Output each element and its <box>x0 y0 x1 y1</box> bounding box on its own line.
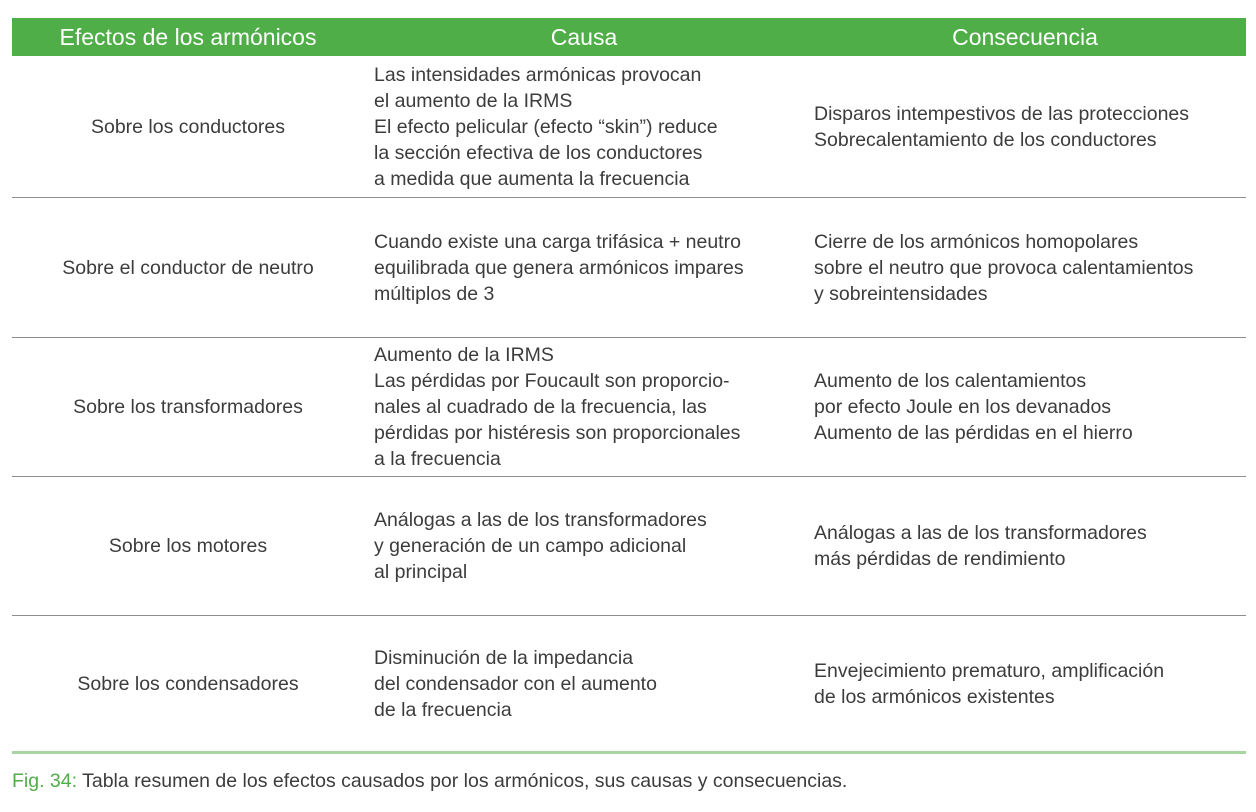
header-effects: Efectos de los armónicos <box>59 24 317 50</box>
consequence-line: Disparos intempestivos de las protecciones <box>814 102 1190 125</box>
consequence-cell <box>804 658 1246 710</box>
effect-cell: Sobre los transformadores <box>73 396 303 418</box>
cause-line: la sección efectiva de los conductores <box>374 141 703 164</box>
cause-line: a medida que aumenta la frecuencia <box>374 167 690 190</box>
cause-line: del condensador con el aumento <box>374 672 657 695</box>
header-consequence: Consecuencia <box>952 24 1098 50</box>
cause-line: Las intensidades armónicas provocan <box>374 63 702 86</box>
cause-line: el aumento de la IRMS <box>374 89 573 112</box>
cause-line: Las pérdidas por Foucault son proporcio- <box>374 370 730 392</box>
harmonics-effects-table <box>12 18 1246 754</box>
cause-line: múltiplos de 3 <box>374 282 495 305</box>
figure-caption-text: Tabla resumen de los efectos causados por los armónicos, sus causas y consecuencias. <box>77 770 848 792</box>
consequence-line: Aumento de las pérdidas en el hierro <box>814 422 1133 444</box>
consequence-cell <box>804 520 1246 572</box>
cause-line: y generación de un campo adicional <box>374 535 687 557</box>
consequence-line: Envejecimiento prematuro, amplificación <box>814 659 1165 682</box>
consequence-line: sobre el neutro que provoca calentamientos <box>814 256 1194 279</box>
consequence-cell <box>804 368 1246 446</box>
consequence-line: Cierre de los armónicos homopolares <box>814 230 1139 253</box>
consequence-line: por efecto Joule en los devanados <box>814 396 1112 418</box>
cause-cell <box>364 342 804 472</box>
cause-line: Análogas a las de los transformadores <box>374 509 707 531</box>
table-row <box>12 198 1246 338</box>
table-row <box>12 616 1246 754</box>
cause-line: al principal <box>374 561 468 583</box>
effect-cell: Sobre los condensadores <box>77 672 299 695</box>
cause-line: pérdidas por histéresis son proporcionales <box>374 422 741 444</box>
cause-line: El efecto pelicular (efecto “skin”) reduce <box>374 115 718 138</box>
cause-line: nales al cuadrado de la frecuencia, las <box>374 396 707 418</box>
effect-cell: Sobre el conductor de neutro <box>62 256 314 279</box>
cause-line: Disminución de la impedancia <box>374 646 634 669</box>
table-row <box>12 477 1246 616</box>
table-header <box>12 18 1246 56</box>
consequence-line: Aumento de los calentamientos <box>814 370 1087 392</box>
figure-label: Fig. 34: <box>12 770 78 792</box>
consequence-line: y sobreintensidades <box>814 282 988 305</box>
cause-cell <box>364 645 804 723</box>
effect-cell: Sobre los motores <box>108 535 268 557</box>
cause-line: de la frecuencia <box>374 698 512 721</box>
table-row <box>12 56 1246 198</box>
consequence-line: de los armónicos existentes <box>814 685 1055 708</box>
consequence-cell <box>804 229 1246 307</box>
table-row <box>12 338 1246 477</box>
header-cause: Causa <box>550 24 618 50</box>
cause-cell <box>364 507 804 585</box>
consequence-cell <box>804 101 1246 153</box>
cause-line: Aumento de la IRMS <box>374 344 554 366</box>
cause-line: equilibrada que genera armónicos impares <box>374 256 744 279</box>
consequence-line: Sobrecalentamiento de los conductores <box>814 128 1157 151</box>
cause-line: a la frecuencia <box>374 448 501 470</box>
consequence-line: más pérdidas de rendimiento <box>814 548 1066 570</box>
cause-cell <box>364 62 804 192</box>
effect-cell: Sobre los conductores <box>90 115 286 138</box>
consequence-line: Análogas a las de los transformadores <box>814 522 1147 544</box>
cause-cell <box>364 229 804 307</box>
cause-line: Cuando existe una carga trifásica + neutro <box>374 230 741 253</box>
figure-caption <box>12 770 847 793</box>
